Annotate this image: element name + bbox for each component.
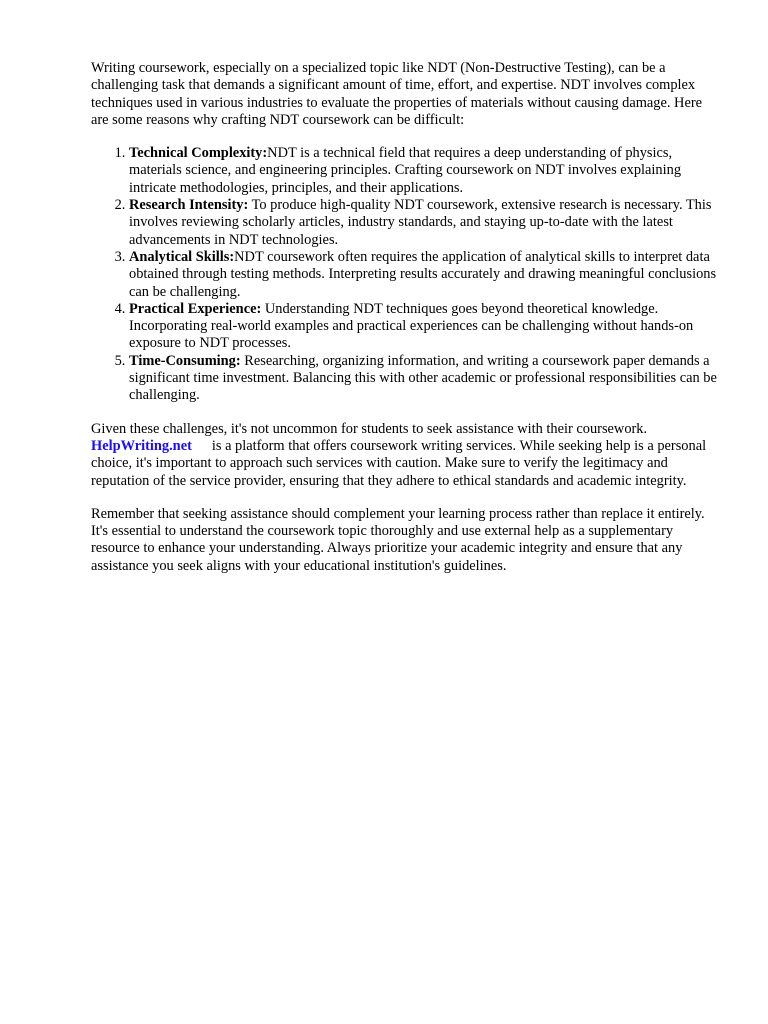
- document-page: [91, 60, 721, 591]
- reason-text: NDT coursework often requires the application of analytical skills to interpret data obtained through testing methods. Interpreting results accurately and drawing meaningful conclusions can be challenging.: [129, 248, 717, 300]
- list-item: [129, 145, 721, 197]
- challenges-paragraph: [91, 421, 721, 490]
- reasons-list: [91, 145, 721, 404]
- reason-text: To produce high-quality NDT coursework, extensive research is necessary. This involves reviewing scholarly articles, industry standards, and staying up-to-date with the latest advancements in NDT technologies.: [129, 197, 712, 248]
- list-item: [129, 301, 721, 353]
- reason-term: Practical Experience:: [129, 300, 262, 317]
- reason-text: Understanding NDT techniques goes beyond theoretical knowledge. Incorporating real-world examples and practical experiences can be challenging without hands-on exposure to NDT processes.: [129, 300, 694, 352]
- closing-paragraph: Remember that seeking assistance should complement your learning process rather than replace it entirely. It's essential to understand the coursework topic thoroughly and use external help as a supplementary resource to enhance your understanding. Always prioritize your academic integrity and ensure that any assistance you seek aligns with your educational institution's guidelines.: [91, 505, 705, 574]
- list-item: [129, 197, 721, 249]
- reason-text: Researching, organizing information, and writing a coursework paper demands a significant time investment. Balancing this with other academic or professional responsibilities can be challenging.: [129, 352, 717, 404]
- helpwriting-link[interactable]: HelpWriting.net: [91, 437, 192, 454]
- list-item: [129, 353, 721, 405]
- reason-term: Technical Complexity:: [129, 145, 268, 162]
- reason-term: Research Intensity:: [129, 197, 249, 214]
- reason-text: NDT is a technical field that requires a deep understanding of physics, materials science, and engineering principles. Crafting coursework on NDT involves explaining intricate methodologies, principles, and their applications.: [129, 145, 682, 196]
- challenges-rest: is a platform that offers coursework writing services. While seeking help is a personal choice, it's important to approach such services with caution. Make sure to verify the legitimacy and reputation of the service provider, ensuring that they adhere to ethical standards and academic integrity.: [91, 437, 707, 489]
- intro-paragraph: Writing coursework, especially on a specialized topic like NDT (Non-Destructive Testing), can be a challenging task that demands a significant amount of time, effort, and expertise. NDT involves complex techniques used in various industries to evaluate the properties of materials without causing damage. Here are some reasons why crafting NDT coursework can be difficult:: [91, 60, 703, 128]
- challenges-lead: Given these challenges, it's not uncommon for students to seek assistance with their coursework.: [91, 420, 648, 437]
- reason-term: Analytical Skills:: [129, 248, 235, 265]
- list-item: [129, 249, 721, 301]
- reason-term: Time-Consuming:: [129, 352, 241, 369]
